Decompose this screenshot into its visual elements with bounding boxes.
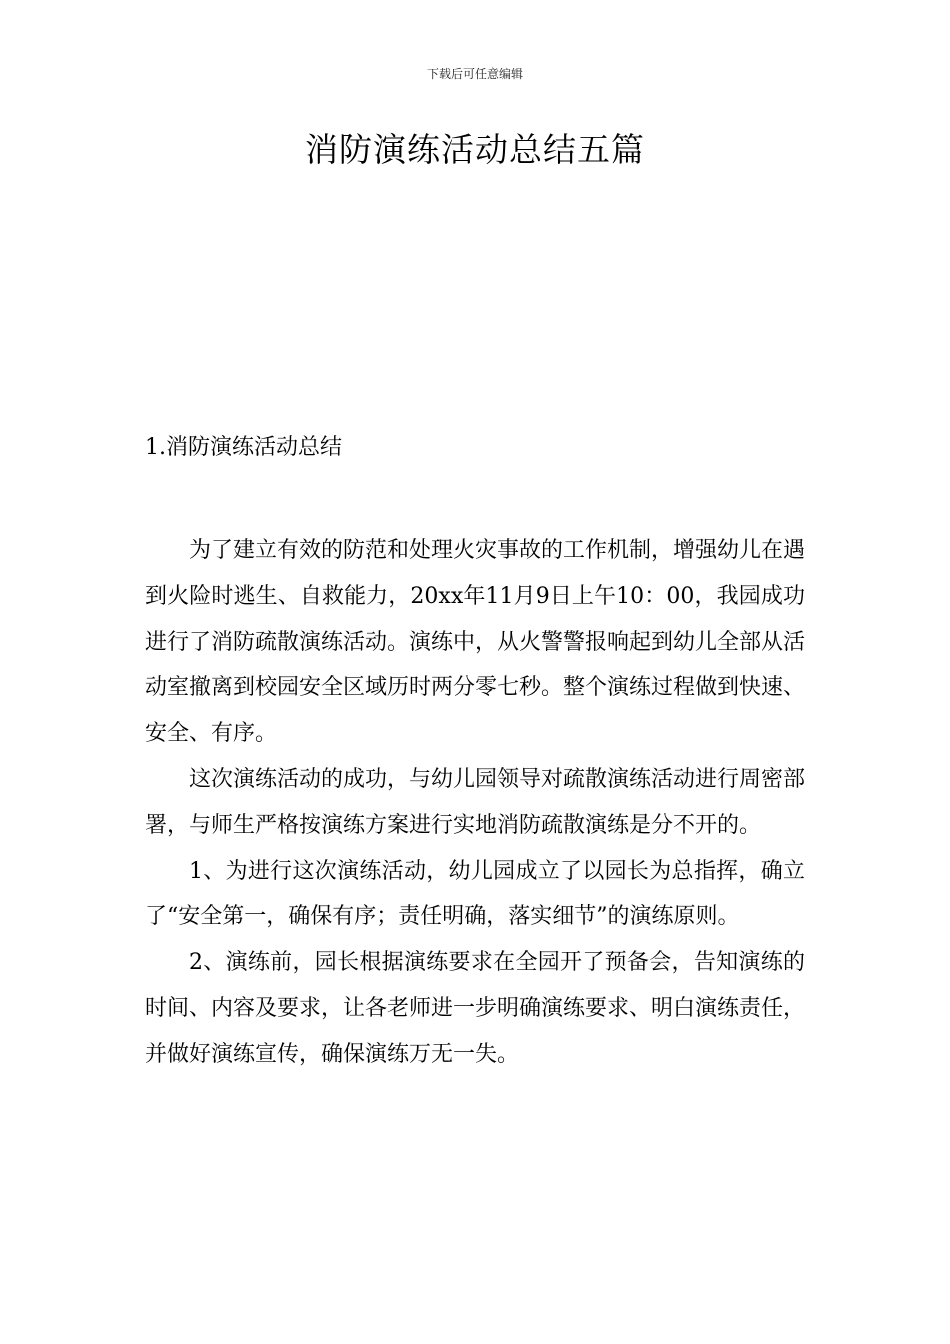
paragraph-1: 为了建立有效的防范和处理火灾事故的工作机制，增强幼儿在遇到火险时逃生、自救能力，20xx年11月9日上午10：00，我园成功进行了消防疏散演练活动。演练中，从火警警报响起到幼儿全部从活动室撤离到校园安全区域历时两分零七秒。整个演练过程做到快速、安全、有序。 — [145, 538, 806, 747]
paragraph-4: 2、演练前，园长根据演练要求在全园开了预备会，告知演练的时间、内容及要求，让各老师进一步明确演练要求、明白演练责任，并做好演练宣传，确保演练万无一失。 — [145, 950, 806, 1067]
header-note: 下载后可任意编辑 — [426, 67, 523, 81]
section-heading: 1.消防演练活动总结 — [145, 435, 342, 460]
paragraph-3: 1、为进行这次演练活动，幼儿园成立了以园长为总指挥，确立了“安全第一，确保有序；责任明确，落实细节”的演练原则。 — [145, 858, 805, 930]
document-title: 消防演练活动总结五篇 — [305, 130, 645, 169]
body-text — [145, 528, 805, 1078]
paragraph-2: 这次演练活动的成功，与幼儿园领导对疏散演练活动进行周密部署，与师生严格按演练方案进行实地消防疏散演练是分不开的。 — [145, 766, 806, 838]
